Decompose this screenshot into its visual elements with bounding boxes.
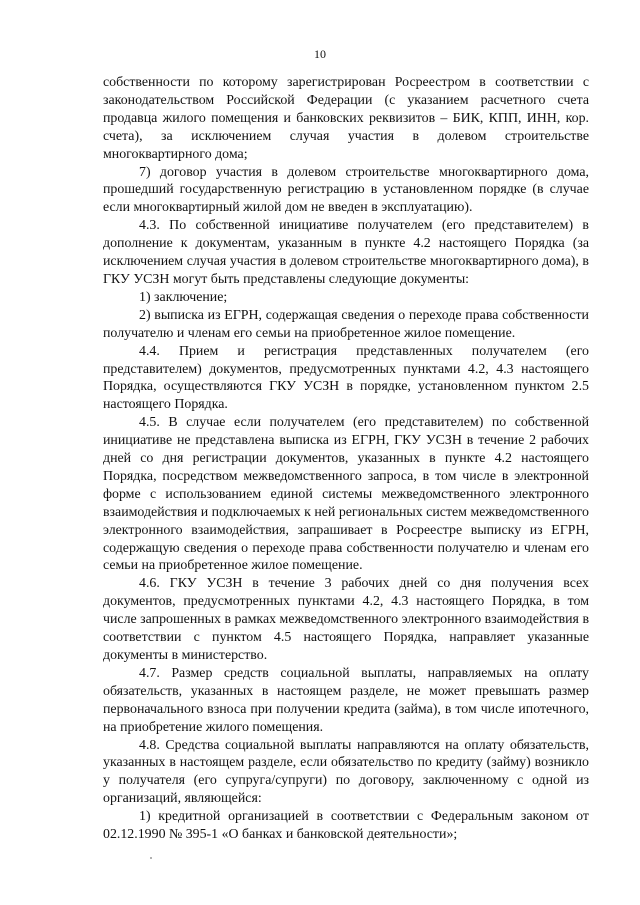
paragraph-4-8-item-1: 1) кредитной организацией в соответствии с Федеральным законом от 02.12.1990 № 395-1 «О банках и банковской деятельности»; [103, 809, 589, 843]
paragraph-4-3: 4.3. По собственной инициативе получателем (его представителем) в дополнение к документам, указанным в пункте 4.2 настоящего Порядка (за исключением случая участия в долевом строительстве многоквартирного дома), в ГКУ УСЗН могут быть представлены следующие документы: [103, 218, 589, 287]
paragraph-4-6: 4.6. ГКУ УСЗН в течение 3 рабочих дней со дня получения всех документов, предусмотренных пунктами 4.2, 4.3 настоящего Порядка, в том числе запрошенных в рамках межведомственного электронного взаимодействия в соответствии с пунктом 4.5 настоящего Порядка, направляет указанные документы в министерство. [103, 576, 589, 663]
paragraph-4-5: 4.5. В случае если получателем (его представителем) по собственной инициативе не представлена выписка из ЕГРН, ГКУ УСЗН в течение 2 рабочих дней со дня регистрации документов, указанных в пункте 4.2 настоящего Порядка, посредством межведомственного запроса, в том числе в электронной форме с использованием единой системы межведомственного электронного взаимодействия и подключаемых к ней региональных систем межведомственного электронного взаимодействия, запрашивает в Росреестре выписку из ЕГРН, содержащую сведения о переходе права собственности получателю и членам его семьи на приобретенное жилое помещение. [103, 415, 589, 574]
paragraph-4-4: 4.4. Прием и регистрация представленных получателем (его представителем) документов, предусмотренных пунктами 4.2, 4.3 настоящего Порядка, осуществляются ГКУ УСЗН в порядке, установленном пунктом 2.5 настоящего Порядка. [103, 343, 589, 413]
scan-speck [150, 857, 152, 859]
paragraph-item-7-shared-construction-contract: 7) договор участия в долевом строительстве многоквартирного дома, прошедший государственную регистрацию в установленном порядке (в случае если многоквартирный жилой дом не введен в эксплуатацию). [103, 164, 589, 216]
paragraph-ownership-continuation: собственности по которому зарегистрирован Росреестром в соответствии с законодательством Российской Федерации (с указанием расчетного счета продавца жилого помещения и банковских реквизитов – БИК, КПП, ИНН, кор. счета), за исключением случая участия в долевом строительстве многоквартирного дома; [103, 75, 589, 162]
paragraph-4-8: 4.8. Средства социальной выплаты направляются на оплату обязательств, указанных в настоящем разделе, если обязательство по кредиту (займу) возникло у получателя (его супруга/супруги) по договору, заключенному с одной из организаций, являющейся: [103, 737, 589, 807]
paragraph-4-3-item-1: 1) заключение; [139, 289, 228, 305]
paragraph-4-7: 4.7. Размер средств социальной выплаты, направляемых на оплату обязательств, указанных в настоящем разделе, не может превышать размер первоначального взноса при получении кредита (займа), в том числе ипотечного, на приобретение жилого помещения. [103, 665, 589, 735]
paragraph-4-3-item-2: 2) выписка из ЕГРН, содержащая сведения о переходе права собственности получателю и членам его семьи на приобретенное жилое помещение. [103, 307, 589, 341]
document-body [103, 74, 589, 844]
page-number: 10 [314, 47, 326, 61]
